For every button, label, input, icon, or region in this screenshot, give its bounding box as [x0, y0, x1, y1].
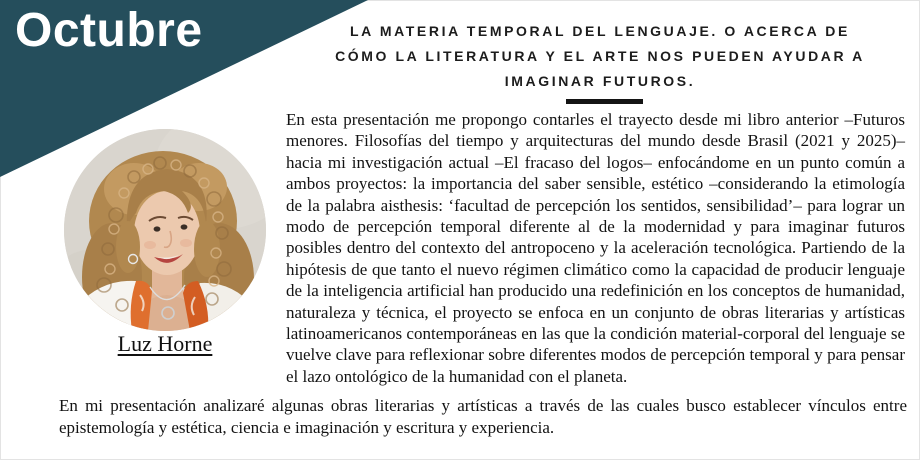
talk-title — [290, 19, 910, 94]
speaker-name — [64, 331, 266, 357]
speaker-name-text: Luz Horne — [117, 331, 213, 356]
portrait-illustration — [64, 129, 266, 331]
speaker-photo — [64, 129, 266, 331]
footer-paragraph: En mi presentación analizaré algunas obras literarias y artísticas a través de las cuales busco establecer vínculos entre epistemología y estética, ciencia e imaginación y escritura y experiencia. — [59, 396, 907, 437]
talk-title-line: IMAGINAR FUTUROS. — [504, 73, 696, 89]
talk-title-line: LA MATERIA TEMPORAL DEL LENGUAJE. O ACERCA DE — [350, 23, 850, 39]
month-label: Octubre — [15, 4, 203, 57]
abstract-paragraph: En esta presentación me propongo contarles el trayecto desde mi libro anterior –Futuros menores. Filosofías del tiempo y arquitecturas del mundo desde Brasil (2021 y 2025)– hacia mi investigación actual –El fracaso del logos– enfocándome en un punto común a ambos proyectos: la importancia del saber sensible, estético –considerando la etimología de la palabra aisthesis: ‘facultad de percepción los sentidos, sensibilidad’– para lograr un modo de percepción temporal diferente al de la modernidad y para imaginar futuros posibles dentro del contexto del antropoceno y la aceleración tecnológica. Partiendo de la hipótesis de que tanto el nuevo régimen climático como la capacidad de producir lenguaje de la inteligencia artificial han producido una redefinición en los conceptos de humanidad, naturaleza y técnica, el proyecto se enfoca en un conjunto de obras literarias y artísticas latinoamericanos contemporáneas en las que la condición material-corporal del lenguaje se vuelve clave para reflexionar sobre diferentes modos de percepción temporal y para pensar el lazo ontológico de la humanidad con el planeta. — [286, 110, 905, 386]
title-divider — [566, 99, 643, 104]
talk-title-line: CÓMO LA LITERATURA Y EL ARTE NOS PUEDEN AYUDAR A — [335, 48, 865, 64]
